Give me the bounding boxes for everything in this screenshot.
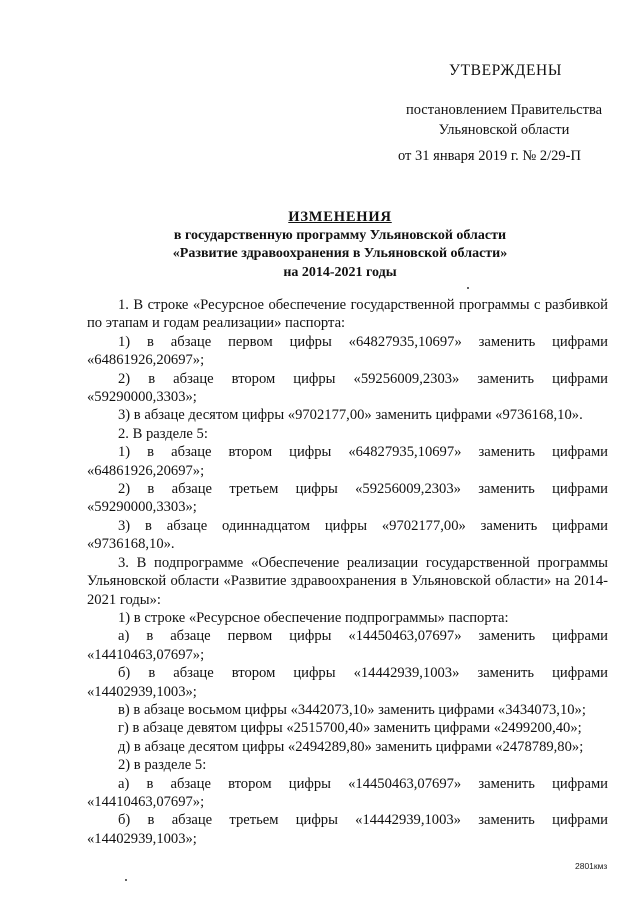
paragraph-17: а) в абзаце втором цифры «14450463,07697» заменить цифрами «14410463,07697»; — [87, 775, 608, 810]
paragraph-3: 2) в абзаце втором цифры «59256009,2303» заменить цифрами «59290000,3303»; — [87, 370, 608, 406]
title-line-2: в государственную программу Ульяновской области — [173, 227, 507, 243]
resolution-reference — [399, 100, 609, 140]
paragraph-13: в) в абзаце восьмом цифры «3442073,10» заменить цифрами «3434073,10»; — [118, 701, 586, 718]
paragraph-9: 3. В подпрограмме «Обеспечение реализации государственной программы Ульяновской области «Развитие здравоохранения в Ульяновской области» на 2014-2021 годы»: — [87, 554, 608, 608]
approved-stamp-label: УТВЕРЖДЕНЫ — [449, 62, 562, 79]
resolution-line-1: постановлением Правительства — [405, 102, 603, 118]
paragraph-5: 2. В разделе 5: — [118, 425, 208, 442]
paragraph-18: б) в абзаце третьем цифры «14442939,1003» заменить цифрами «14402939,1003»; — [87, 812, 608, 847]
scan-speck — [125, 879, 127, 881]
paragraph-1: 1. В строке «Ресурсное обеспечение государственной программы с разбивкой по этапам и годам реализации» паспорта: — [87, 297, 608, 332]
document-title — [120, 208, 560, 282]
paragraph-8: 3) в абзаце одиннадцатом цифры «9702177,00» заменить цифрами «9736168,10». — [87, 517, 608, 553]
paragraph-6: 1) в абзаце втором цифры «64827935,10697» заменить цифрами «64861926,20697»; — [87, 444, 608, 479]
title-main: ИЗМЕНЕНИЯ — [288, 209, 392, 225]
paragraph-10: 1) в строке «Ресурсное обеспечение подпрограммы» паспорта: — [118, 609, 509, 626]
paragraph-7: 2) в абзаце третьем цифры «59256009,2303» заменить цифрами «59290000,3303»; — [87, 481, 608, 516]
resolution-line-2: Ульяновской области — [438, 122, 570, 138]
paragraph-12: б) в абзаце втором цифры «14442939,1003» заменить цифрами «14402939,1003»; — [87, 665, 608, 700]
paragraph-14: г) в абзаце девятом цифры «2515700,40» заменить цифрами «2499200,40»; — [118, 720, 582, 737]
paragraph-11: а) в абзаце первом цифры «14450463,07697» заменить цифрами «14410463,07697»; — [87, 628, 608, 663]
title-line-3: «Развитие здравоохранения в Ульяновской области» — [172, 246, 508, 261]
paragraph-4: 3) в абзаце десятом цифры «9702177,00» заменить цифрами «9736168,10». — [118, 407, 583, 424]
paragraph-15: д) в абзаце десятом цифры «2494289,80» заменить цифрами «2478789,80»; — [118, 738, 584, 755]
footer-document-code: 2801кмз — [575, 861, 608, 871]
resolution-date: от 31 января 2019 г. № 2/29-П — [398, 148, 581, 164]
scan-speck — [467, 287, 469, 289]
document-body — [87, 296, 608, 848]
title-line-4: на 2014-2021 годы — [283, 264, 397, 280]
paragraph-2: 1) в абзаце первом цифры «64827935,10697» заменить цифрами «64861926,20697»; — [87, 333, 608, 369]
paragraph-16: 2) в разделе 5: — [118, 757, 207, 774]
